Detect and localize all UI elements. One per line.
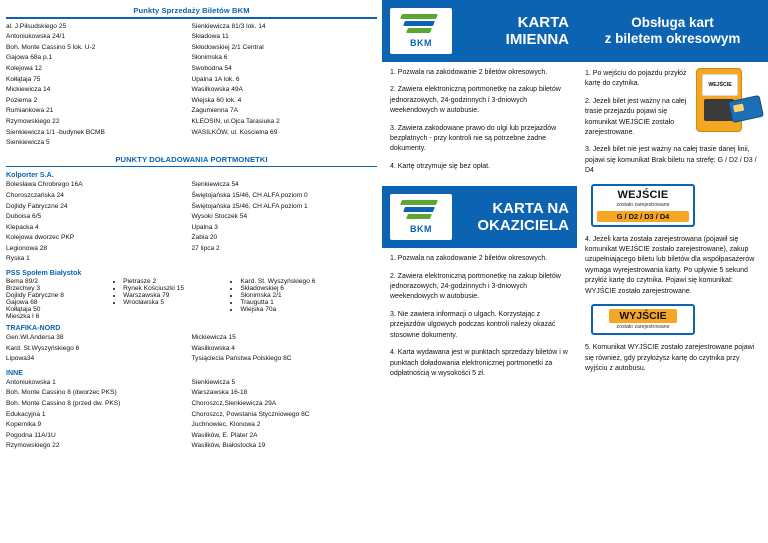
title-line-1: Obsługa kart [631, 15, 714, 30]
group-title-inne: INNE [6, 368, 23, 377]
title-line-2: z biletem okresowym [604, 31, 741, 46]
point: 1. Pozwala na zakodowanie 2 biletów okresowych. [390, 255, 548, 263]
list-item: • Kard. St. Wyszyńskiego 6 [240, 278, 377, 285]
list-item: Bolesława Chrobrego 16A [6, 181, 83, 189]
list-item: Rumiankowa 21 [6, 107, 54, 115]
list-item: Wasilków, E. Plater 2A [191, 431, 258, 439]
list-item: • Brzechwy 3 [6, 285, 123, 292]
list-item: Żabia 20 [191, 234, 218, 242]
list-item: Upalna 3 [191, 223, 218, 231]
point: 4. Kartę otrzymuje się bez opłat. [390, 162, 490, 170]
point: 3. Zawiera zakodowane prawo do ulgi lub przejazdów bezpłatnych - przy kontroli nie są potrzebne żadne dokumenty. [390, 124, 557, 153]
validator-illustration-icon [686, 64, 764, 134]
list-item: Legionowa 28 [6, 244, 48, 252]
list-item: Rzymowskiego 22 [6, 442, 60, 450]
group-title-trafika: TRAFIKA-NORD [6, 324, 61, 333]
list-item: Kolejowa 12 [6, 64, 42, 72]
list-item: Wiejska 60 lok. 4 [191, 96, 242, 104]
list-item: Upalna 1A lok. 6 [191, 75, 240, 83]
kolporter-column-1 [6, 180, 192, 265]
left-column [0, 0, 381, 543]
list-item: Choroszcz, Powstania Styczniowego 8C [191, 410, 310, 418]
divider [6, 17, 377, 19]
list-item: 27 lipca 2 [191, 244, 220, 252]
list-item: Boh. Monte Cassino 8 (dworzec PKS) [6, 389, 117, 397]
karta-na-okaziciela-body [382, 248, 577, 379]
inne-column-2 [192, 378, 378, 452]
list-item: Świętojańska 15/46, CH ALFA poziom 0 [191, 191, 308, 199]
list-item: Duboisa 6/5 [6, 213, 42, 221]
list-item: • Wiejska 70a [240, 306, 377, 313]
list-item: • Składowskiej 6 [240, 285, 377, 292]
obsluga-kart-body [577, 62, 768, 374]
trafika-column-2 [192, 333, 378, 365]
list-item: Wasilkowska 4 [191, 344, 235, 352]
wejscie-sign [591, 184, 695, 227]
inne-lists [6, 378, 377, 452]
list-item: Sienkiewicza 81/3 lok. 14 [191, 22, 266, 30]
list-item: Edukacyjna 1 [6, 410, 46, 418]
wyjscie-sign-title: WYJŚCIE [609, 309, 676, 323]
spolem-column-1 [6, 278, 123, 320]
list-item: Ryska 1 [6, 255, 30, 263]
point: 1. Pozwala na zakodowanie 2 biletów okresowych. [390, 69, 548, 76]
list-item: Zagumienna 7A [191, 107, 239, 115]
list-item: Świętojańska 15/46, CH ALFA poziom 1 [191, 202, 308, 210]
wyjscie-sign-subtitle: zostało zarejestrowane [616, 324, 670, 331]
list-item: WASILKÓW, ul. Kościelna 69 [191, 128, 278, 136]
list-item: Boh. Monte Cassino 5 lok. U-2 [6, 43, 96, 51]
list-item: Kołłątaja 75 [6, 75, 41, 83]
sale-points-column-1 [6, 22, 192, 149]
bkm-logo-icon [390, 8, 452, 54]
karta-imienna-title [506, 14, 577, 48]
list-item: Wasilków, Białostocka 19 [191, 442, 266, 450]
title-line-1: KARTA NA [492, 200, 569, 218]
list-item: al. J.Piłsudskiego 25 [6, 22, 67, 30]
karta-na-okaziciela-title [477, 200, 577, 234]
spolem-column-2 [123, 278, 240, 320]
sale-points-lists [6, 22, 377, 149]
list-item: Mickiewicza 14 [6, 86, 51, 94]
group-title-spolem: PSS Społem Białystok [6, 269, 82, 278]
spolem-lists [6, 278, 377, 320]
list-item: • Dojlidy Fabryczne 8 [6, 292, 123, 299]
list-item: Lipowa34 [6, 355, 35, 363]
list-item: Wasilkowska 49A [191, 86, 243, 94]
list-item: • Traugutta 1 [240, 299, 377, 306]
obsluga-kart-header [577, 0, 768, 62]
list-item: Choroszcz,Sienkiewicza 29A [191, 400, 277, 408]
list-item: • Bema 89/2 [6, 278, 123, 285]
bkm-logo-text: BKM [410, 38, 432, 48]
list-item: Skłodowskiej 2/1 Central [191, 43, 264, 51]
bkm-logo-text: BKM [410, 224, 432, 235]
sale-points-column-2 [192, 22, 378, 149]
topup-title: PUNKTY DOŁADOWANIA PORTMONETKI [115, 154, 268, 164]
point: 2. Jeżeli bilet jest ważny na całej trasie przejazdu pojawi się komunikat WEJŚCIE zostało zarejestrowane. [585, 97, 687, 137]
sale-points-title: Punkty Sprzedaży Biletów BKM [133, 6, 250, 15]
list-item: Kolejowa dworzec PKP [6, 234, 75, 242]
list-item: Sienkiewicza 5 [6, 139, 50, 147]
list-item: Antoniukowska 24/1 [6, 33, 66, 41]
list-item: Słonimska 6 [191, 54, 228, 62]
list-item: Sienkiewicza 5 [191, 378, 236, 386]
list-item: • Warszawska 79 [123, 292, 240, 299]
list-item: Dojlidy Fabryczne 24 [6, 202, 68, 210]
inne-column-1 [6, 378, 192, 452]
kolporter-column-2 [192, 180, 378, 265]
group-title-kolporter: Kolporter S.A. [6, 171, 54, 180]
list-item: Wysoki Stoczek 54 [191, 213, 248, 221]
kolporter-lists [6, 180, 377, 265]
point: 3. Nie zawiera informacji o ulgach. Korzystając z przejazdów ulgowych podczas kontroli należy okazać stosowne dokumenty. [390, 310, 556, 339]
point: 1. Po wejściu do pojazdu przyłóż kartę do czytnika. [585, 70, 687, 88]
list-item: Sienkiewicza 54 [191, 181, 239, 189]
list-item: • Pietrasze 2 [123, 278, 240, 285]
bkm-arrows-icon [401, 200, 441, 222]
bkm-arrows-icon [401, 14, 441, 36]
point: 2. Zawiera elektroniczną portmonetkę na zakup biletów jednorazowych, 24-godzinnych i 3-dniowych weekendowych w autobusie. [390, 86, 561, 115]
list-item: Boh. Monte Cassino 8 (przed dw. PKS) [6, 400, 121, 408]
list-item: • Kołłątaja 50 [6, 306, 123, 313]
obsluga-kart-title [599, 15, 747, 47]
divider [6, 166, 377, 168]
list-item: Kard. St.Wyszyńskiego 6 [6, 344, 80, 352]
list-item: Składowa 11 [191, 33, 229, 41]
point: 3. Jeżeli bilet nie jest ważny na całej trasie danej linii, pojawi się komunikat Brak biletu na strefę: G / D2 / D3 / D4 [585, 146, 757, 175]
list-item: Gajowa 68a p.1 [6, 54, 53, 62]
karta-imienna-body [382, 62, 577, 172]
title-line-2: IMIENNA [505, 31, 569, 48]
list-item: • Rynek Kościuszki 15 [123, 285, 240, 292]
list-item: Antoniukowska 1 [6, 378, 56, 386]
wejscie-sign-title: WEJŚCIE [617, 188, 669, 201]
trafika-column-1 [6, 333, 192, 365]
list-item: Klepacka 4 [6, 223, 39, 231]
right-column [577, 0, 768, 543]
list-item: KLEOSIN, ul.Ojca Tarasiuka 2 [191, 117, 280, 125]
point: 4. Jeżeli karta została zarejestrowana (pojawił się komunikat WEJŚCIE zostało zarejestrowane), zakup uzupełniającego biletu lub biletów dla współpasażerów wymaga wyrejestrowania karty. Po upływie 5 sekund przyłóż kartę do czytnika. Pojawi się komunikat: WYJŚCIE zostało zarejestrowane. [585, 235, 755, 295]
point: 2. Zawiera elektroniczną portmonetkę na zakup biletów jednorazowych, 24-godzinnych i 3-dniowych weekendowych w autobusie. [390, 272, 561, 301]
list-item: Kopernika 9 [6, 421, 42, 429]
list-item: • Słonimska 2/1 [240, 292, 377, 299]
spolem-column-3 [240, 278, 377, 320]
title-line-2: OKAZICIELA [477, 217, 569, 235]
list-item: Choroszczańska 24 [6, 191, 64, 199]
list-item: Warszawska 16-18 [191, 389, 248, 397]
point: 4. Karta wydawana jest w punktach sprzedaży biletów i w punktach doładowania elektronicznej portmonetki za odpłatnością w wysokości 5 zł. [390, 349, 568, 377]
list-item: Gen.Wł.Andersa 38 [6, 334, 64, 342]
list-item: Pogodna 11A/1U [6, 431, 56, 439]
list-item: Swobodna 54 [191, 64, 232, 72]
list-item: Mickiewicza 15 [191, 334, 236, 342]
list-item: Tysiąclecia Państwa Polskiego 8C [191, 355, 292, 363]
wyjscie-sign [591, 304, 695, 335]
list-item: Juchnowiec, Klonowa 2 [191, 421, 261, 429]
list-item: Poziema 2 [6, 96, 38, 104]
middle-column [381, 0, 577, 543]
list-item: • Mieszka I 6 [6, 313, 123, 320]
list-item: • Gajowa 68 [6, 299, 123, 306]
bkm-logo-icon [390, 194, 452, 240]
title-line-1: KARTA [517, 14, 569, 31]
wyjscie-sign-title-wrap [597, 309, 689, 323]
list-item: Sienkiewicza 1/1 -budynek BCMB [6, 128, 105, 136]
list-item: Rzymowskiego 22 [6, 117, 60, 125]
karta-na-okaziciela-header [382, 186, 577, 248]
point: 5. Komunikat WYJŚCIE zostało zarejestrowane pojawi się również, gdy przyłożysz kartę do czytnika przy wyjściu z autobusu. [585, 344, 755, 372]
trafika-lists [6, 333, 377, 365]
validator-screen-label: WEJŚCIE [702, 74, 738, 96]
wejscie-sign-zones: G / D2 / D3 / D4 [597, 211, 689, 222]
karta-imienna-header [382, 0, 577, 62]
wejscie-sign-subtitle: zostało zarejestrowane [616, 201, 670, 208]
list-item: • Wrocławska 5 [123, 299, 240, 306]
